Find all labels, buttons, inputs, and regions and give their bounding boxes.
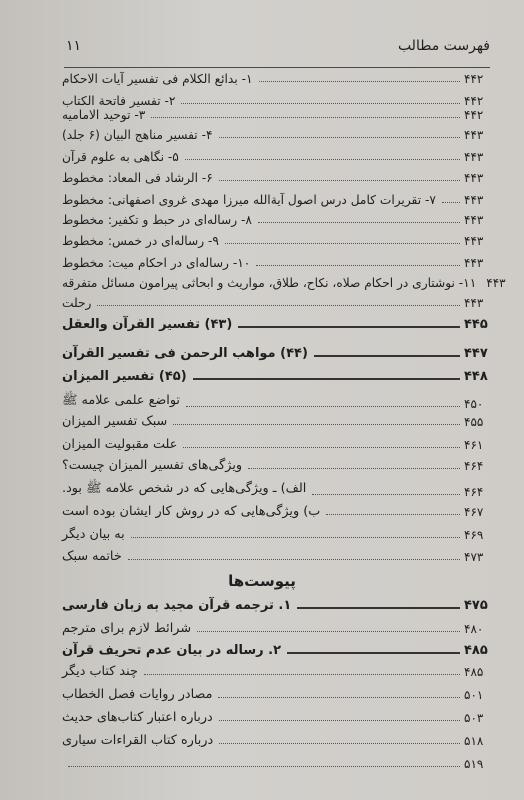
toc-entry [58,346,494,361]
toc-entry-page: ۴۵۰ [464,397,484,411]
toc-entry [58,150,494,164]
leader-line [326,514,460,515]
toc-entry-title: ۳- توحید الامامیه [62,108,146,122]
leader-line [193,378,460,380]
leader-line [97,305,460,306]
toc-entry-page: ۴۷۵ [464,598,488,613]
toc-entry-page: ۴۴۳ [464,213,484,227]
toc-entry-page: ۴۴۳ [486,276,506,290]
toc-entry-title: ویژگی‌های تفسیر المیزان چیست؟ [62,458,243,473]
toc-entry [58,664,494,679]
toc-entry-title: ۲- تفسیر فاتحة الکتاب [62,94,176,108]
toc-entry-title: ۹- رساله‌ای در خمس: مخطوط [62,234,219,248]
toc-entry-page: ۴۴۳ [464,193,484,207]
toc-entry-page: ۴۴۷ [464,346,488,361]
toc-entry [58,687,494,702]
toc-entry [58,369,494,384]
toc-entry-title: ۸- رساله‌ای در حبط و تکفیر: مخطوط [62,213,252,227]
toc-entry [58,733,494,748]
toc-entry-page: ۴۴۳ [464,171,484,185]
toc-entry-title: ۵- نگاهی به علوم قرآن [62,150,179,164]
toc-entry-title: (۴۴) مواهب الرحمن فی تفسیر القرآن [62,346,308,361]
toc-entry-title: درباره اعتبار کتاب‌های حدیث [62,710,213,725]
toc-entry-title: ۲. رساله در بیان عدم تحریف قرآن [62,643,282,658]
toc-entry-page: ۴۶۴ [464,459,484,473]
toc-entry [58,94,494,108]
toc-entry [58,296,494,310]
leader-line [256,265,460,266]
toc-entry-title: (۴۵) تفسیر المیزان [62,369,187,384]
toc-entry-title: ۱۱- نوشتاری در احکام صلاه، نکاح، طلاق، مواریث و ابحاثی پیرامون مسائل متفرقه [62,276,477,290]
leader-line [248,468,460,469]
toc-entry [58,598,494,613]
toc-entry-page: ۴۸۵ [464,643,488,658]
leader-line [225,243,460,244]
leader-line [314,355,460,357]
toc-entry-page: ۴۶۱ [464,438,484,452]
leader-line [219,743,460,744]
toc-entry-title: ۶- الرشاد فی المعاد: مخطوط [62,171,213,185]
toc-entry [58,504,494,519]
page-number: ۱۱ [66,38,82,54]
toc-entry-title: به بیان دیگر [62,527,125,542]
toc-entry [58,643,494,658]
leader-line [218,697,460,698]
toc-entry-title: تواضع علمی علامه ﷺ [62,393,180,408]
toc-entry-title: ۴- تفسیر مناهج البیان (۶ جلد) [62,128,213,142]
leader-line [259,81,460,82]
toc-entry-page: ۴۴۳ [464,256,484,270]
toc-entry [58,276,506,290]
leader-line [197,631,460,632]
toc-entry-page: ۴۴۵ [464,317,488,332]
toc-entry-title: ۱. ترجمه قرآن مجید به زبان فارسی [62,598,292,613]
toc-entry [58,128,494,142]
toc-entry-title: الف) ـ ویژگی‌هایی که در شخص علامه ﷺ بود. [62,481,307,496]
toc-entry-page: ۴۴۳ [464,150,484,164]
toc-entry-page: ۴۶۹ [464,528,484,542]
toc-entry [58,317,494,332]
toc-entry [58,757,494,771]
toc-entry [58,72,494,86]
leader-line [181,103,460,104]
toc-entry-title: خاتمه سبک [62,549,122,564]
toc-entry [58,549,494,564]
appendices-heading: پیوست‌ها [228,572,296,590]
toc-entry-title: ۱۰- رساله‌ای در احکام میت: مخطوط [62,256,251,270]
toc-entry [58,527,494,542]
toc-entry-title: (۴۳) تفسیر القرآن والعقل [62,317,233,332]
leader-line [131,537,460,538]
leader-line [442,202,460,203]
leader-line [173,424,460,425]
leader-line [219,180,460,181]
page-header [66,38,490,60]
leader-line [238,326,460,328]
toc-entry-title: مصادر روایات فصل الخطاب [62,687,213,702]
toc-entry-page: ۴۴۸ [464,369,488,384]
leader-line [68,766,460,767]
toc-entry-page: ۴۴۳ [464,234,484,248]
toc-entry-page: ۴۴۲ [464,94,484,108]
toc-entry [58,414,494,429]
toc-entry-page: ۵۰۱ [464,688,484,702]
toc-entry [58,193,494,207]
running-title: فهرست مطالب [397,38,490,54]
toc-entry-page: ۵۱۹ [464,757,484,771]
toc-entry-page: ۵۱۸ [464,734,484,748]
leader-line [219,720,460,721]
toc-entry-page: ۴۸۰ [464,622,484,636]
toc-entry [58,213,494,227]
toc-entry-page: ۴۴۲ [464,108,484,122]
leader-line [185,159,460,160]
toc-entry-page: ۴۴۲ [464,72,484,86]
leader-line [151,117,460,118]
toc-entry-page: ۴۶۷ [464,505,484,519]
header-rule [64,67,490,68]
toc-entry-page: ۴۶۴ [464,485,484,499]
toc-entry-page: ۴۷۳ [464,550,484,564]
leader-line [312,494,460,495]
toc-entry-title: ۱- بدائع الکلام فی تفسیر آیات الاحکام [62,72,253,86]
leader-line [258,222,460,223]
toc-entry-title: شرائط لازم برای مترجم [62,621,192,636]
leader-line [128,559,460,560]
leader-line [186,406,460,407]
toc-entry-page: ۵۰۳ [464,711,484,725]
toc-entry-title: علت مقبولیت المیزان [62,437,178,452]
toc-entry [58,171,494,185]
toc-entry-title: چند کتاب دیگر [62,664,138,679]
toc-entry-page: ۴۸۵ [464,665,484,679]
toc-entry-title: سبک تفسیر المیزان [62,414,168,429]
toc-entry [58,621,494,636]
toc-entry [58,710,494,725]
leader-line [287,652,460,654]
toc-entry-title: ۷- تقریرات کامل درس اصول آیة‌الله میرزا مهدی غروی اصفهانی: مخطوط [62,193,436,207]
toc-entry [58,437,494,452]
toc-entry [58,393,494,411]
toc-entry [58,108,494,122]
toc-entry [58,234,494,248]
leader-line [183,447,460,448]
leader-line [144,674,460,675]
toc-entry-title: ب) ویژگی‌هایی که در روش کار ایشان بوده است [62,504,321,519]
leader-line [219,137,460,138]
toc-entry [58,458,494,473]
toc-entry-title: درباره کتاب القراءات سیاری [62,733,214,748]
toc-entry-page: ۴۵۵ [464,415,484,429]
toc-entry-page: ۴۴۳ [464,296,484,310]
toc-entry-page: ۴۴۳ [464,128,484,142]
toc-entry-title: رحلت [62,296,92,310]
toc-entry [58,481,494,499]
leader-line [297,607,460,609]
toc-entry [58,256,494,270]
